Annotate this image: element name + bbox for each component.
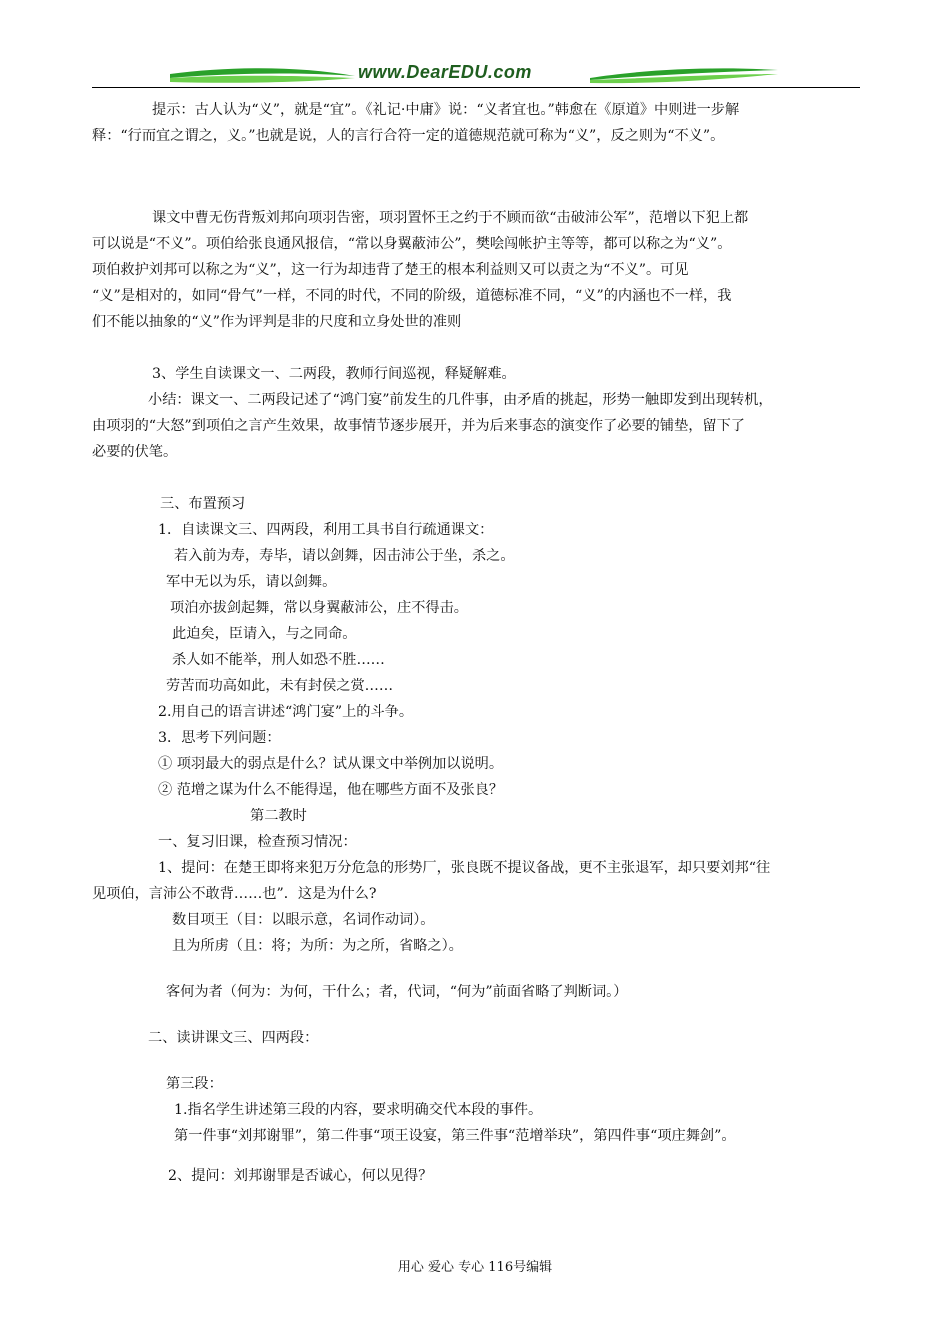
document-body	[92, 97, 862, 1189]
analysis-paragraph-line: 可以说是“不义”。项伯给张良通风报信，“常以身翼蔽沛公”，樊哙闯帐护主等等，都可以称之为“义”。	[92, 236, 732, 252]
sub-heading: 第三段：	[166, 1076, 223, 1092]
summary-paragraph-line: 必要的伏笔。	[92, 444, 178, 460]
question-line: 1、提问：在楚王即将来犯万分危急的形势厂，张良既不提议备战，更不主张退军，却只要刘邦“往	[158, 860, 771, 876]
summary-paragraph-line: 小结：课文一、二两段记述了“鸿门宴”前发生的几件事，由矛盾的挑起，形势一触即发到出现转机，	[148, 392, 773, 408]
lesson-heading: 第二教时	[250, 808, 307, 824]
section-heading: 三、布置预习	[160, 496, 246, 512]
list-item: 军中无以为乐，请以剑舞。	[166, 574, 337, 590]
list-item: 3．思考下列问题：	[158, 730, 281, 746]
question-line: 见项伯，言沛公不敢背……也”．这是为什么?	[92, 886, 377, 902]
question-line: 2、提问：刘邦谢罪是否诚心，何以见得？	[168, 1168, 433, 1184]
list-item: 若入前为寿，寿毕，请以剑舞，因击沛公于坐，杀之。	[174, 548, 515, 564]
header-divider	[92, 87, 860, 88]
analysis-paragraph-line: 项伯救护刘邦可以称之为“义”，这一行为却违背了楚王的根本利益则又可以责之为“不义”。可见	[92, 262, 689, 278]
list-item: 1.指名学生讲述第三段的内容，要求明确交代本段的事件。	[174, 1102, 543, 1118]
hint-paragraph-line: 释：“行而宜之谓之，义。”也就是说，人的言行合符一定的道德规范就可称为“义”，反之则为“不义”。	[92, 128, 725, 144]
list-item: 劳苦而功高如此，未有封侯之赏……	[166, 678, 394, 694]
section-heading: 二、读讲课文三、四两段：	[148, 1030, 319, 1046]
page-header	[0, 60, 950, 94]
analysis-paragraph-line: 课文中曹无伤背叛刘邦向项羽告密，项羽置怀王之约于不顾而欲“击破沛公军”，范增以下犯上都	[152, 210, 749, 226]
list-item: 且为所虏（且：将；为所：为之所，省略之）。	[172, 938, 463, 954]
section-heading: 一、复习旧课，检查预习情况：	[158, 834, 357, 850]
hint-paragraph-line: 提示：古人认为“义”，就是“宜”。《礼记·中庸》说：“义者宜也。”韩愈在《原道》中则进一步解	[152, 102, 740, 118]
list-item: 此迫矣，臣请入，与之同命。	[172, 626, 357, 642]
list-item: ① 项羽最大的弱点是什么？试从课文中举例加以说明。	[158, 756, 504, 772]
page-footer: 用心 爱心 专心 116号编辑	[397, 1260, 553, 1275]
list-item: 2.用自己的语言讲述“鸿门宴”上的斗争。	[158, 704, 414, 720]
list-item: 1．自读课文三、四两段，利用工具书自行疏通课文：	[158, 522, 494, 538]
analysis-paragraph-line: 们不能以抽象的“义”作为评判是非的尺度和立身处世的准则	[92, 314, 462, 330]
list-item: ② 范增之谋为什么不能得逞，他在哪些方面不及张良？	[158, 782, 504, 798]
list-item: 数目项王（目：以眼示意，名词作动词）。	[172, 912, 435, 928]
step-3-text: 3、学生自读课文一、二两段，教师行间巡视，释疑解难。	[152, 366, 516, 382]
list-item: 第一件事“刘邦谢罪”，第二件事“项王设宴，第三件事“范增举玦”，第四件事“项庄舞剑”。	[174, 1128, 736, 1144]
list-item: 项泊亦拔剑起舞，常以身翼蔽沛公，庄不得击。	[170, 600, 468, 616]
summary-paragraph-line: 由项羽的“大怒”到项伯之言产生效果，故事情节逐步展开，并为后来事态的演变作了必要的铺垫，留下了	[92, 418, 745, 434]
site-logo: www.DearEDU.com	[358, 62, 532, 82]
list-item: 客何为者（何为：为何，干什么；者，代词，“何为”前面省略了判断词。）	[166, 984, 628, 1000]
analysis-paragraph-line: “义”是相对的，如同“骨气”一样，不同的时代，不同的阶级，道德标准不同，“义”的内涵也不一样，我	[92, 288, 732, 304]
list-item: 杀人如不能举，刑人如恐不胜……	[172, 652, 385, 668]
